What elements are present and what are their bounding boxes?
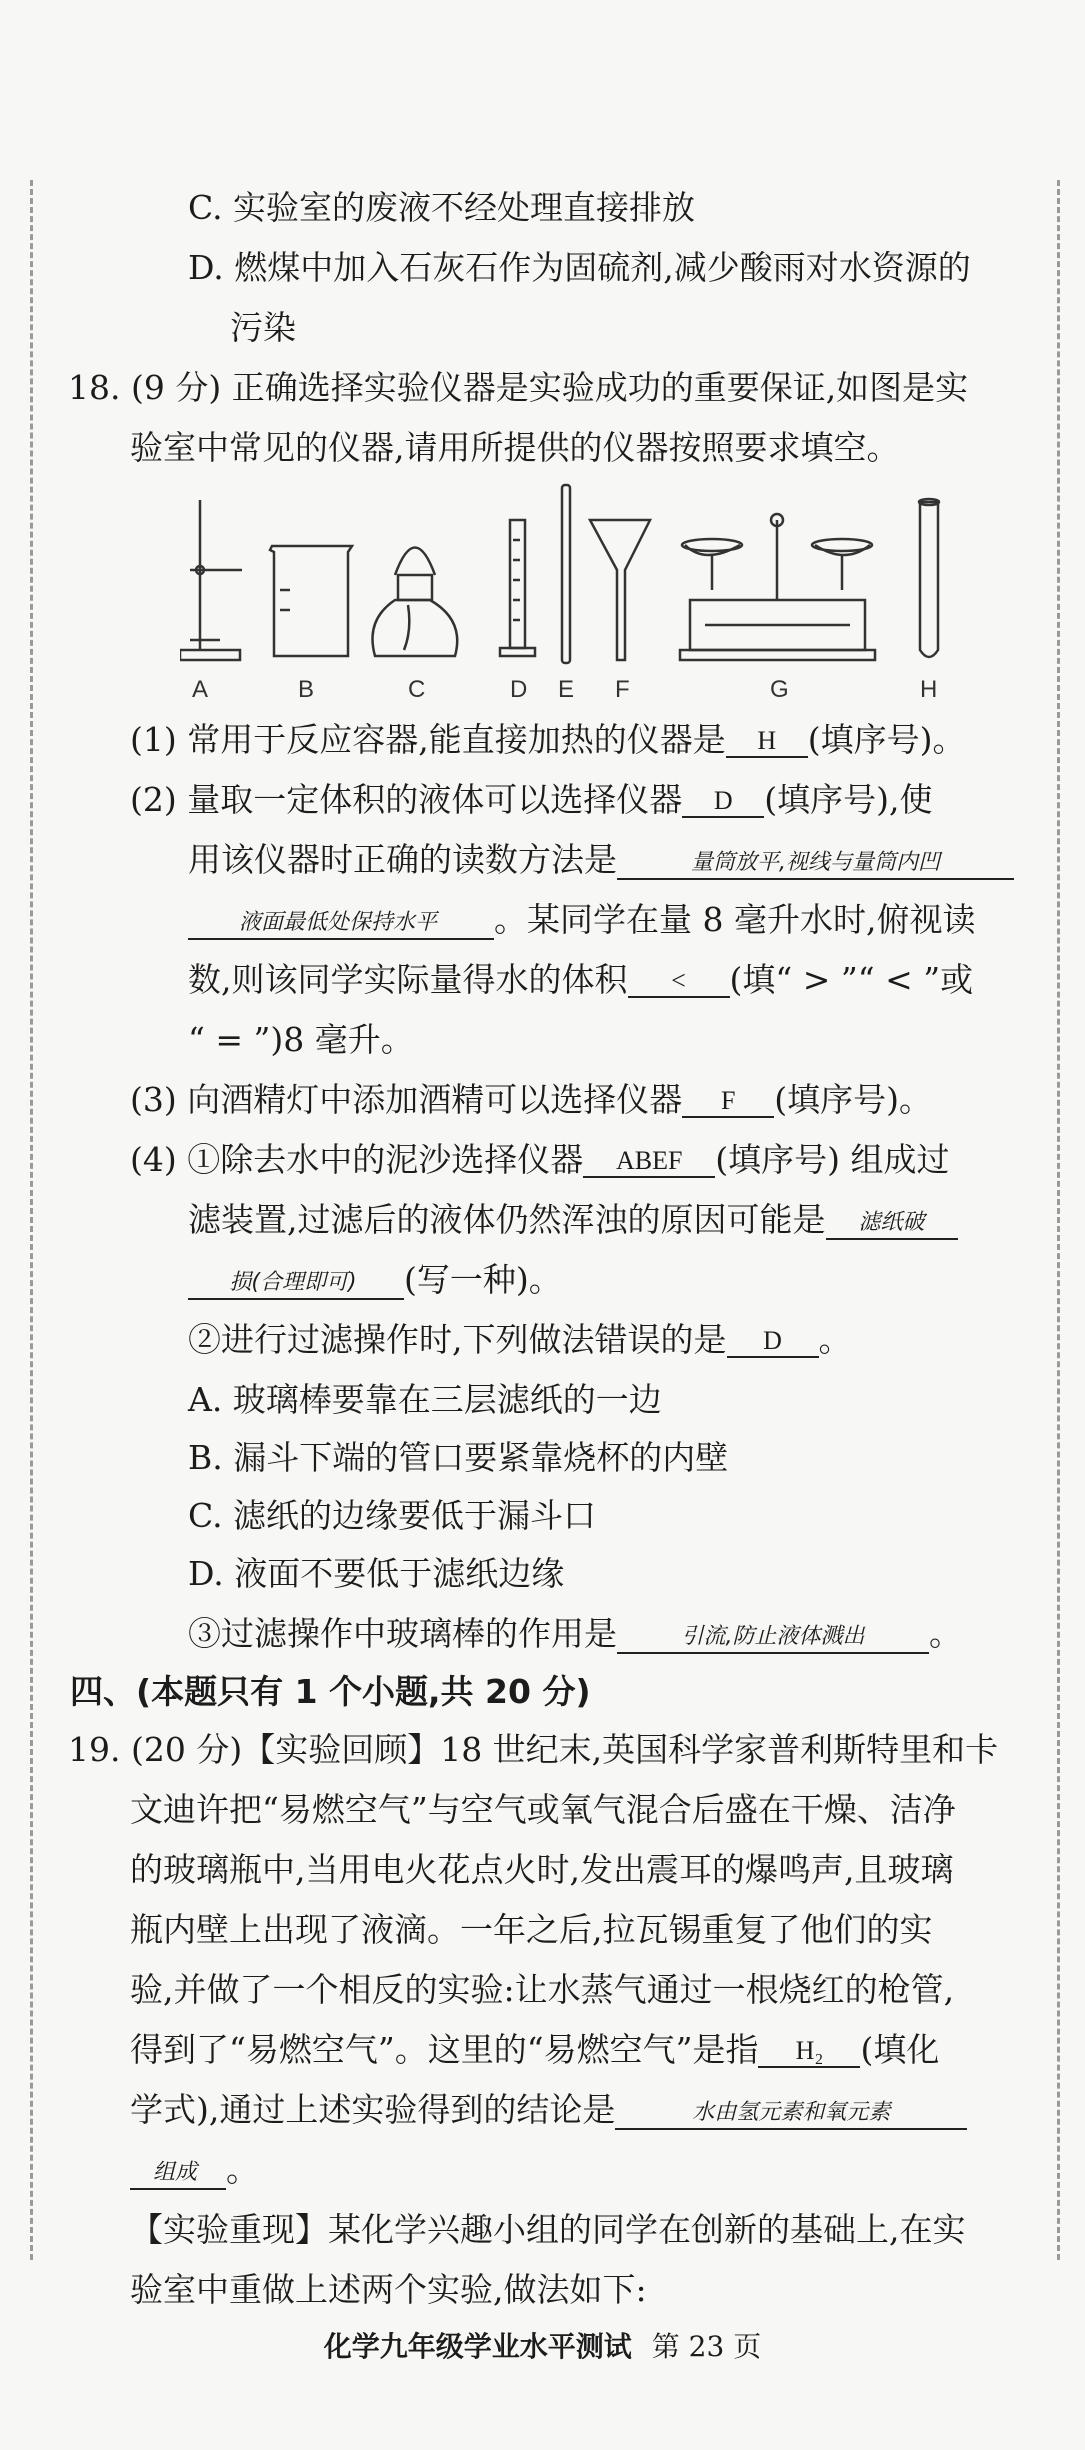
q18-part4-sub2: ②进行过滤操作时,下列做法错误的是 D 。: [188, 1320, 852, 1359]
q19-answer-conclusion-b: 组成: [130, 2158, 226, 2190]
q17-option-d-line1: D. 燃煤中加入石灰石作为固硫剂,减少酸雨对水资源的: [188, 248, 971, 287]
q18-part2-line2: 用该仪器时正确的读数方法是 量筒放平,视线与量筒内凹: [188, 838, 1014, 882]
q19-line6: 得到了“易燃空气”。这里的“易燃空气”是指 H₂ (填化: [130, 2030, 940, 2069]
figure-label-a: A: [192, 676, 209, 703]
funnel-icon: [590, 520, 650, 660]
q18-part2-answer1: D: [682, 786, 764, 818]
q18-part2-answer2a: 量筒放平,视线与量筒内凹: [617, 848, 1014, 880]
q18-part1: (1) 常用于反应容器,能直接加热的仪器是 H (填序号)。: [130, 720, 966, 759]
section4-heading: 四、(本题只有 1 个小题,共 20 分): [70, 1672, 591, 1711]
q17-option-c: C. 实验室的废液不经处理直接排放: [188, 188, 696, 227]
figure-label-b: B: [298, 676, 315, 703]
q18-part4-line3: 损(合理即可) (写一种)。: [188, 1258, 562, 1302]
q19-line10: 验室中重做上述两个实验,做法如下:: [130, 2270, 647, 2309]
q19-line2: 文迪许把“易燃空气”与空气或氧气混合后盛在干燥、洁净: [130, 1790, 956, 1829]
q19-line1: 19. (20 分)【实验回顾】18 世纪末,英国科学家普利斯特里和卡: [68, 1730, 999, 1769]
q18-stem-line1: 18. (9 分) 正确选择实验仪器是实验成功的重要保证,如图是实: [68, 368, 969, 407]
footer-title: 化学九年级学业水平测试: [323, 2330, 632, 2363]
alcohol-lamp-icon: [373, 548, 458, 657]
q19-line9: 【实验重现】某化学兴趣小组的同学在创新的基础上,在实: [130, 2210, 966, 2249]
q19-line8: 组成 。: [130, 2148, 259, 2192]
q18-part4-answer2b: 损(合理即可): [188, 1268, 404, 1300]
page-footer: [0, 2325, 1085, 2365]
q18-part4-sub2-answer: D: [727, 1326, 819, 1358]
q19-answer-formula: H₂: [758, 2036, 860, 2068]
page-number: 第 23 页: [651, 2330, 762, 2363]
graduated-cylinder-icon: [500, 520, 535, 656]
left-dashed-border: [30, 180, 33, 2260]
q18-part2-line1: (2) 量取一定体积的液体可以选择仪器 D (填序号),使: [130, 780, 933, 819]
q19-line4: 瓶内壁上出现了液滴。一年之后,拉瓦锡重复了他们的实: [130, 1910, 933, 1949]
q18-part4-answer1: ABEF: [583, 1146, 715, 1178]
instruments-drawing: [180, 480, 1020, 680]
q18-part3-answer: F: [682, 1086, 774, 1118]
q18-part3: (3) 向酒精灯中添加酒精可以选择仪器 F (填序号)。: [130, 1080, 932, 1119]
q18-part4-line1: (4) ①除去水中的泥沙选择仪器 ABEF (填序号) 组成过: [130, 1140, 950, 1179]
q18-option-a: A. 玻璃棒要靠在三层滤纸的一边: [188, 1380, 662, 1419]
figure-label-h: H: [920, 676, 938, 703]
right-dashed-border: [1057, 180, 1060, 2260]
q18-part4-sub3: ③过滤操作中玻璃棒的作用是 引流,防止液体溅出 。: [188, 1614, 962, 1653]
figure-label-c: C: [408, 676, 426, 703]
q18-part4-sub3-answer: 引流,防止液体溅出: [617, 1622, 929, 1654]
q18-part2-line3: 液面最低处保持水平 。某同学在量 8 毫升水时,俯视读: [188, 898, 975, 942]
iron-stand-icon: [180, 500, 242, 660]
q18-part4-answer2a: 滤纸破: [826, 1208, 958, 1240]
figure-label-f: F: [615, 676, 630, 703]
q19-line3: 的玻璃瓶中,当用电火花点火时,发出震耳的爆鸣声,且玻璃: [130, 1850, 954, 1889]
q19-line7: 学式),通过上述实验得到的结论是 水由氢元素和氧元素: [130, 2088, 967, 2132]
q18-part2-line5: “ = ”)8 毫升。: [188, 1020, 414, 1059]
beaker-icon: [270, 546, 352, 656]
q18-stem-line2: 验室中常见的仪器,请用所提供的仪器按照要求填空。: [130, 428, 900, 467]
balance-scale-icon: [680, 514, 875, 660]
q18-option-c: C. 滤纸的边缘要低于漏斗口: [188, 1496, 597, 1535]
glass-rod-icon: [562, 485, 570, 663]
q18-part2-line4: 数,则该同学实际量得水的体积 < (填“ > ”“ < ”或: [188, 960, 974, 999]
q18-option-b: B. 漏斗下端的管口要紧靠烧杯的内壁: [188, 1438, 729, 1477]
q18-part4-line2: 滤装置,过滤后的液体仍然浑浊的原因可能是 滤纸破: [188, 1198, 958, 1242]
figure-label-e: E: [558, 676, 575, 703]
q19-answer-conclusion-a: 水由氢元素和氧元素: [615, 2098, 967, 2130]
q19-line5: 验,并做了一个相反的实验:让水蒸气通过一根烧红的枪管,: [130, 1970, 955, 2009]
q18-option-d: D. 液面不要低于滤纸边缘: [188, 1554, 565, 1593]
lab-instruments-figure: [180, 480, 1020, 710]
q18-part1-answer: H: [726, 726, 808, 758]
q18-part2-answer2b: 液面最低处保持水平: [188, 908, 494, 940]
figure-label-d: D: [510, 676, 528, 703]
q18-part2-answer3: <: [628, 966, 730, 998]
q17-option-d-line2: 污染: [230, 308, 296, 347]
figure-label-g: G: [770, 676, 789, 703]
test-tube-icon: [919, 499, 939, 657]
